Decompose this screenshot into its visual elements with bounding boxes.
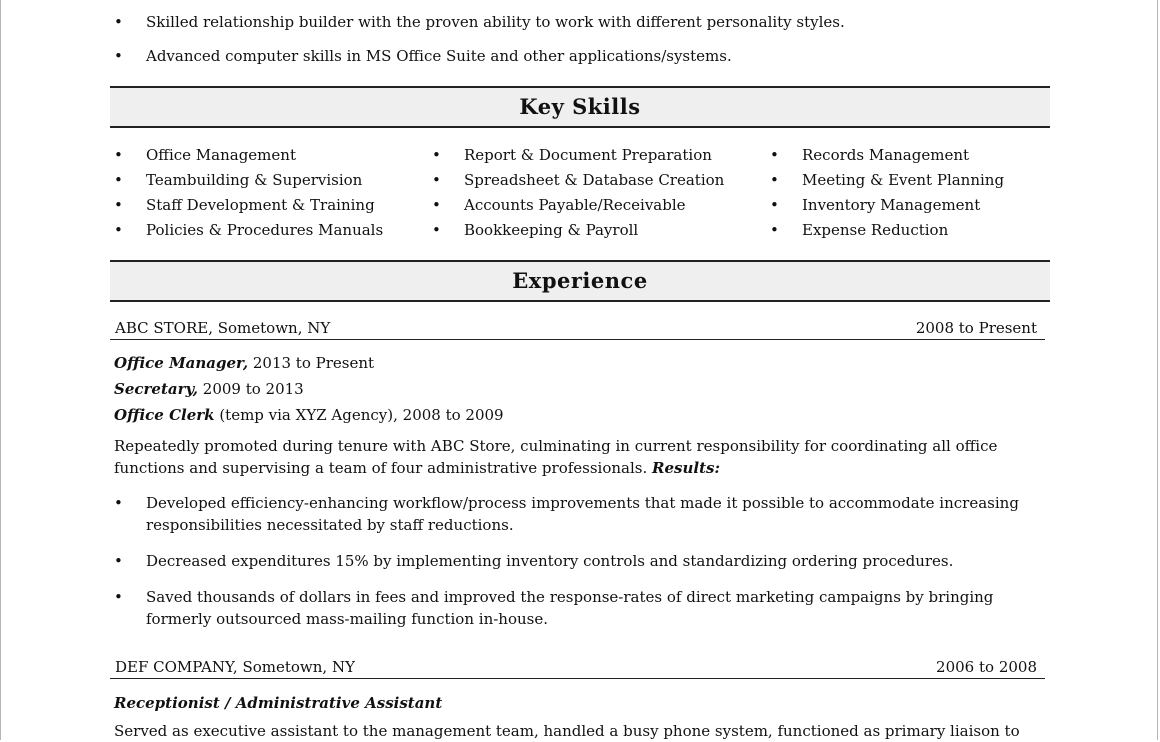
role-detail: 2013 to Present <box>248 354 375 372</box>
skill-item: • Teambuilding & Supervision <box>110 168 428 193</box>
qualification-item: • Skilled relationship builder with the proven ability to work with different personality styles. <box>110 11 1045 33</box>
skills-column-2 <box>428 143 766 243</box>
role-title: Receptionist / Administrative Assistant <box>114 694 443 712</box>
role-detail: (temp via XYZ Agency), 2008 to 2009 <box>214 406 504 424</box>
job-summary-def: Served as executive assistant to the management team, handled a busy phone system, functioned as primary liaison to <box>114 722 1020 740</box>
key-skills-grid <box>110 143 1050 243</box>
skill-item: • Policies & Procedures Manuals <box>110 218 428 243</box>
skill-item: • Accounts Payable/Receivable <box>428 193 766 218</box>
job-achievements-abc <box>110 492 1045 644</box>
role-detail: 2009 to 2013 <box>198 380 304 398</box>
achievement-item: • Decreased expenditures 15% by implementing inventory controls and standardizing ordering procedures. <box>110 550 1045 572</box>
skill-item: • Inventory Management <box>766 193 1050 218</box>
skill-item: • Meeting & Event Planning <box>766 168 1050 193</box>
qualifications-list <box>110 11 1045 79</box>
achievement-item: • Saved thousands of dollars in fees and improved the response-rates of direct marketing campaigns by bringing formerly outsourced mass-mailing function in-house. <box>110 586 1045 630</box>
key-skills-heading: Key Skills <box>110 86 1050 128</box>
role-line <box>114 402 504 428</box>
role-line <box>114 376 504 402</box>
results-label: Results: <box>652 459 720 477</box>
skills-column-1 <box>110 143 428 243</box>
skill-item: • Office Management <box>110 143 428 168</box>
skill-item: • Report & Document Preparation <box>428 143 766 168</box>
summary-text: Repeatedly promoted during tenure with ABC Store, culminating in current responsibility for coordinating all office functions and supervising a team of four administrative professionals. <box>114 437 998 477</box>
skill-item: • Records Management <box>766 143 1050 168</box>
job-title-def <box>114 690 442 716</box>
employment-dates: 2008 to Present <box>915 319 1037 337</box>
role-title: Secretary, <box>114 380 199 398</box>
job-titles-abc <box>114 350 504 428</box>
skill-item: • Spreadsheet & Database Creation <box>428 168 766 193</box>
qualification-item: • Advanced computer skills in MS Office Suite and other applications/systems. <box>110 45 1045 67</box>
skills-column-3 <box>766 143 1050 243</box>
role-title: Office Manager, <box>114 354 249 372</box>
role-line <box>114 350 504 376</box>
skill-item: • Bookkeeping & Payroll <box>428 218 766 243</box>
skill-item: • Expense Reduction <box>766 218 1050 243</box>
employer-name: ABC STORE, Sometown, NY <box>115 319 331 337</box>
skill-item: • Staff Development & Training <box>110 193 428 218</box>
job-summary-abc <box>114 435 1044 479</box>
employment-dates: 2006 to 2008 <box>936 658 1037 676</box>
role-title: Office Clerk <box>114 406 215 424</box>
employer-name: DEF COMPANY, Sometown, NY <box>115 658 355 676</box>
achievement-item: • Developed efficiency-enhancing workflow/process improvements that made it possible to accommodate increasing responsibilities necessitated by staff reductions. <box>110 492 1045 536</box>
job-header-def <box>110 656 1045 679</box>
experience-heading: Experience <box>110 260 1050 302</box>
job-header-abc <box>110 317 1045 340</box>
